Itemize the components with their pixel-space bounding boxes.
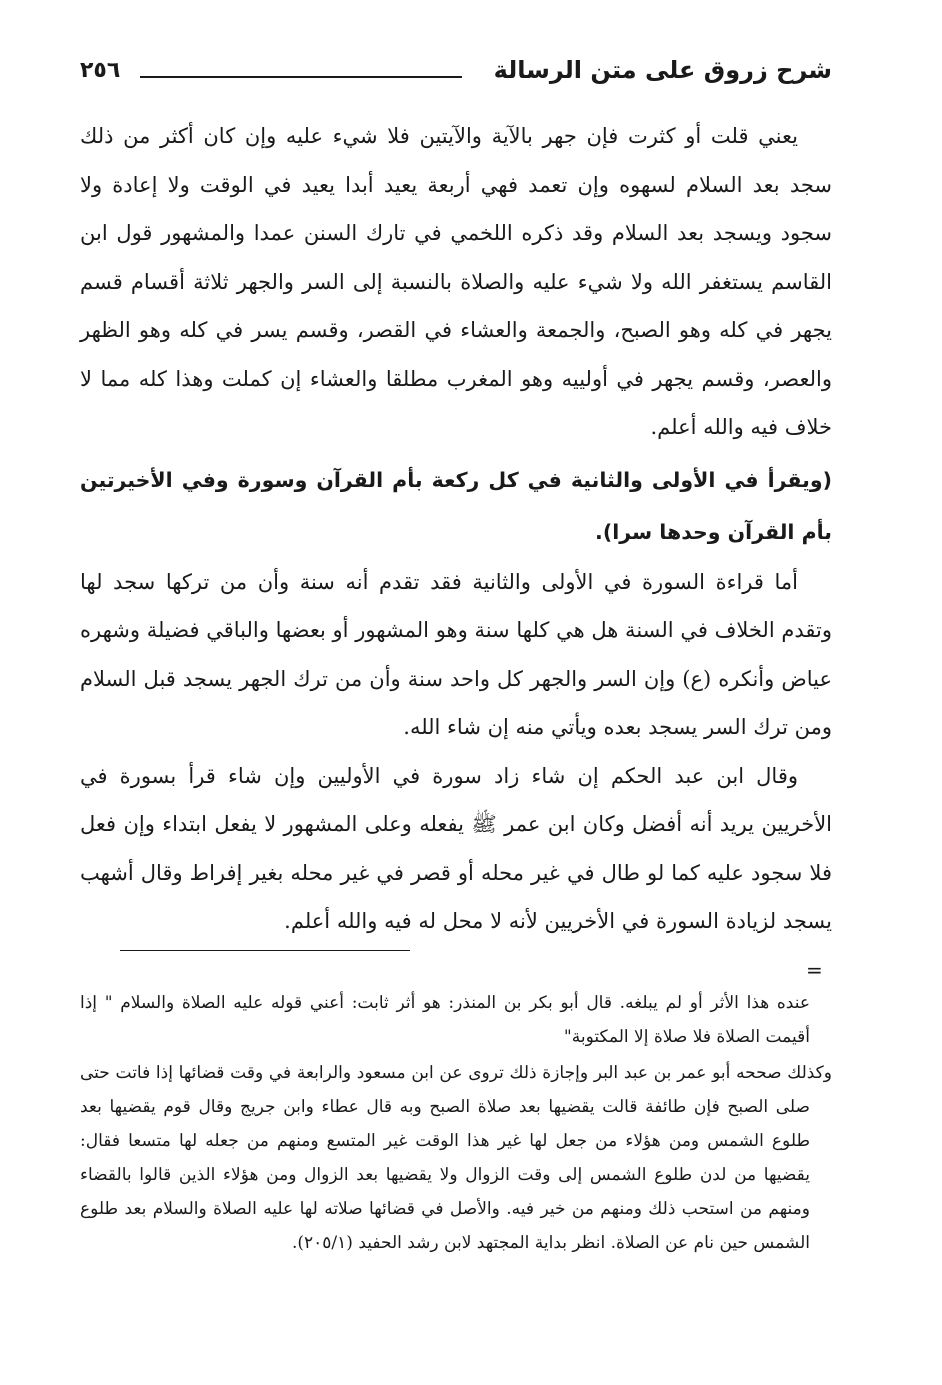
page-header: [80, 52, 832, 92]
paragraph-ibn-abd-al-hakam: وقال ابن عبد الحكم إن شاء زاد سورة في الأوليين وإن شاء قرأ بسورة في الأخريين يريد أنه أفضل وكان ابن عمر ﷺ يفعله وعلى المشهور لا يفعل ابتداء وإن فعل فلا سجود عليه كما لو طال في غير محله أو قصر في غير محله بغير إفراط وقال أشهب يسجد لزيادة السورة في الأخريين لأنه لا محل له فيه والله أعلم.: [80, 763, 832, 933]
paragraph-matn: (ويقرأ في الأولى والثانية في كل ركعة بأم القرآن وسورة وفي الأخيرتين بأم القرآن وحدها سرا).: [80, 467, 832, 544]
main-text: [80, 112, 832, 946]
footnote-line: وكذلك صححه أبو عمر بن عبد البر وإجازة ذلك تروى عن ابن مسعود والرابعة في وقت قضائها إذا فاتت حتى صلى الصبح فإن طائفة قالت يقضيها بعد صلاة الصبح وبه قال عطاء وابن جريج وقال قوم يقضيها بعد طلوع الشمس ومن هؤلاء من جعل لها غير هذا الوقت غير المتسع ومنهم من جعله لها متسعا فقال: يقضيها من لدن طلوع الشمس إلى وقت الزوال ولا يقضيها بعد الزوال ومن هؤلاء الذين قالوا بالقضاء ومنهم من استحب ذلك ومنهم من خير فيه. والأصل في قضائها صلاته لها عليه الصلاة والسلام بعد طلوع الشمس حين نام عن الصلاة. انظر بداية المجتهد لابن رشد الحفيد (٢٠٥/١).: [80, 1063, 832, 1253]
footnote-separator: [120, 950, 410, 951]
page-number: ٢٥٦: [80, 58, 121, 83]
running-title: شرح زروق على متن الرسالة: [493, 56, 832, 84]
paragraph-commentary: يعني قلت أو كثرت فإن جهر بالآية والآيتين فلا شيء عليه وإن كان أكثر من ذلك سجد بعد السلام لسهوه وإن تعمد فهي أربعة يعيد أبدا يعيد في الوقت ولا إعادة ولا سجود ويسجد بعد السلام وقد ذكره اللخمي في تارك السنن عمدا والمشهور قول ابن القاسم يستغفر الله ولا شيء عليه والصلاة بالنسبة إلى السر والجهر ثلاثة أقسام قسم يجهر في كله وهو الصبح، والجمعة والعشاء في القصر، وقسم يسر في كله وهو الظهر والعصر، وقسم يجهر في أولييه وهو المغرب مطلقا والعشاء إن كملت وهذا كله مما لا خلاف فيه والله أعلم.: [80, 124, 832, 439]
footnotes: [80, 986, 832, 1260]
paragraph-surah-recitation: أما قراءة السورة في الأولى والثانية فقد تقدم أنه سنة وأن من تركها سجد لها وتقدم الخلاف في السنة هل هي كلها سنة وهو المشهور أو بعضها والباقي فضيلة وشهره عياض وأنكره (ع) وإن السر والجهر كل واحد سنة وأن من ترك الجهر يسجد قبل السلام ومن ترك السر يسجد بعده ويأتي منه إن شاء الله.: [80, 569, 832, 739]
header-rule: [140, 76, 462, 78]
footnote-continuation-mark: =: [806, 958, 823, 982]
footnote-line: عنده هذا الأثر أو لم يبلغه. قال أبو بكر بن المنذر: هو أثر ثابت: أعني قوله عليه الصلاة والسلام " إذا أقيمت الصلاة فلا صلاة إلا المكتوبة": [80, 993, 810, 1047]
